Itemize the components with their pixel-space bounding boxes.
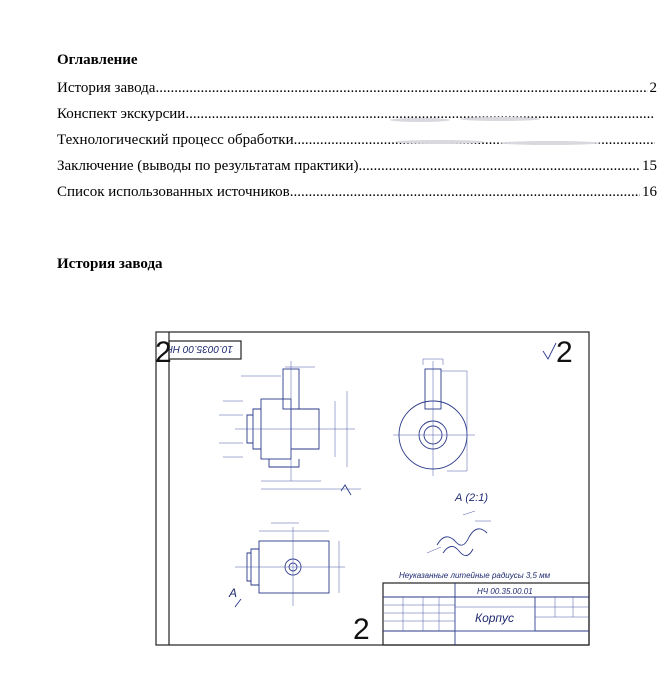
toc-item-label: Конспект экскурсии <box>57 106 186 122</box>
roughness-icon <box>543 343 556 359</box>
detail-view <box>427 511 491 556</box>
toc-item-conclusion[interactable] <box>57 158 657 184</box>
front-view <box>393 359 475 476</box>
sheet-number-left: 2 <box>155 336 172 369</box>
toc-item-page: 16 <box>642 184 657 200</box>
part-name: Корпус <box>475 611 515 625</box>
toc-item-label: Список использованных источников <box>57 184 290 200</box>
toc-item-label: История завода <box>57 80 156 96</box>
sheet-number-right: 2 <box>556 336 573 369</box>
corner-stamp: 10.0035.00 НН <box>165 343 233 354</box>
sheet-number-bottom: 2 <box>353 613 370 646</box>
view-label: А (2:1) <box>455 492 489 504</box>
toc-item-page: 15 <box>642 158 657 174</box>
toc-item-sources[interactable] <box>57 184 657 210</box>
drawing-canvas <box>155 331 592 651</box>
technical-drawing <box>155 331 592 651</box>
toc-leader-dots <box>155 80 647 97</box>
toc-leader-dots <box>290 184 640 201</box>
section-title: История завода <box>57 256 163 272</box>
scan-smudge <box>380 112 620 152</box>
arrow-label: А <box>229 586 238 600</box>
toc-title: Оглавление <box>57 52 138 68</box>
plan-view <box>235 523 345 607</box>
drawing-frame <box>156 332 589 645</box>
drawing-designation: НЧ 00.35.00.01 <box>477 587 533 596</box>
toc-leader-dots <box>359 158 640 175</box>
side-view <box>219 361 361 495</box>
toc-item-history[interactable] <box>57 80 657 106</box>
toc-item-page: 2 <box>649 80 657 96</box>
drawing-note: Неуказанные литейные радиусы 3,5 мм <box>399 571 551 580</box>
toc-item-label: Заключение (выводы по результатам практики) <box>57 158 359 174</box>
toc-item-label: Технологический процесс обработки <box>57 132 294 148</box>
